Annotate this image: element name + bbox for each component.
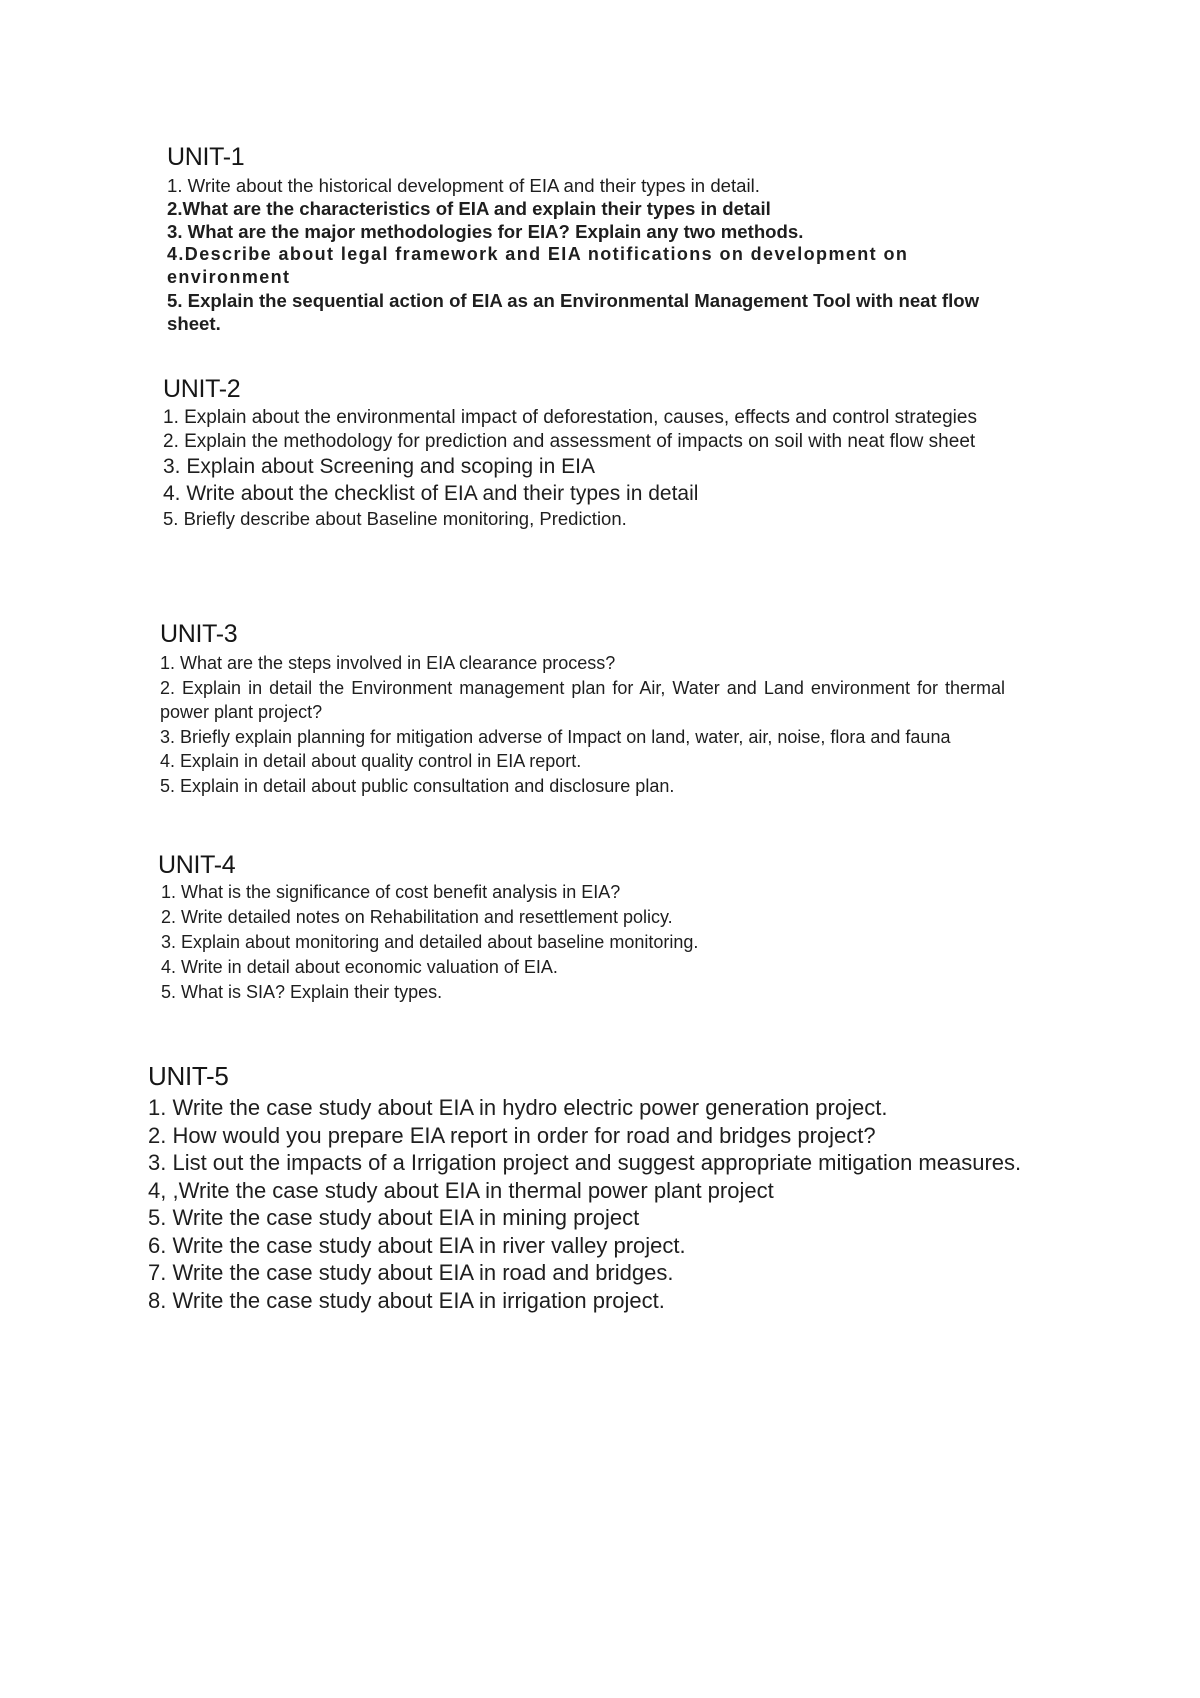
unit-4-question-3: 3. Explain about monitoring and detailed about baseline monitoring. [161, 932, 699, 952]
unit-5-question-6: 6. Write the case study about EIA in river valley project. [148, 1232, 686, 1258]
unit-5-question-1: 1. Write the case study about EIA in hydro electric power generation project. [148, 1095, 888, 1120]
unit-4-section [158, 851, 978, 1005]
unit-3-question-1: 1. What are the steps involved in EIA clearance process? [160, 653, 616, 673]
unit-1-question-1: 1. Write about the historical development of EIA and their types in detail. [167, 175, 760, 196]
unit-5-question-4: 4, ,Write the case study about EIA in thermal power plant project [148, 1177, 774, 1203]
unit-2-question-4: 4. Write about the checklist of EIA and their types in detail [163, 482, 699, 505]
unit-2-question-2: 2. Explain the methodology for prediction and assessment of impacts on soil with neat flow sheet [163, 430, 976, 452]
unit-1-title: UNIT-1 [167, 143, 245, 171]
unit-2-question-1: 1. Explain about the environmental impact of deforestation, causes, effects and control strategies [163, 407, 977, 428]
unit-5-question-5: 5. Write the case study about EIA in mining project [148, 1205, 640, 1230]
unit-1-question-2: 2.What are the characteristics of EIA and explain their types in detail [167, 198, 771, 219]
unit-3-question-4: 4. Explain in detail about quality control in EIA report. [160, 751, 582, 771]
unit-1-section [167, 143, 1037, 335]
unit-4-question-2: 2. Write detailed notes on Rehabilitation and resettlement policy. [161, 907, 673, 927]
unit-1-question-4: 4.Describe about legal framework and EIA notifications on development on environment [167, 244, 909, 287]
unit-5-question-2: 2. How would you prepare EIA report in order for road and bridges project? [148, 1122, 876, 1148]
unit-5-section [148, 1061, 1048, 1314]
unit-2-title: UNIT-2 [163, 375, 241, 403]
unit-2-section [163, 375, 1033, 531]
unit-5-question-3: 3. List out the impacts of a Irrigation project and suggest appropriate mitigation measures. [148, 1150, 1022, 1175]
unit-3-question-5: 5. Explain in detail about public consultation and disclosure plan. [160, 775, 675, 796]
unit-2-question-5: 5. Briefly describe about Baseline monitoring, Prediction. [163, 508, 627, 529]
unit-3-question-2: 2. Explain in detail the Environment management plan for Air, Water and Land environment for thermal power plant project? [160, 677, 1005, 722]
unit-1-question-3: 3. What are the major methodologies for EIA? Explain any two methods. [167, 221, 804, 242]
unit-4-title: UNIT-4 [158, 851, 236, 879]
unit-3-question-3: 3. Briefly explain planning for mitigation adverse of Impact on land, water, air, noise, flora and fauna [160, 726, 951, 747]
unit-5-title: UNIT-5 [148, 1061, 229, 1091]
unit-4-question-5: 5. What is SIA? Explain their types. [161, 982, 443, 1002]
unit-3-section [160, 620, 1005, 798]
unit-2-question-3: 3. Explain about Screening and scoping in EIA [163, 455, 595, 478]
unit-4-question-4: 4. Write in detail about economic valuation of EIA. [161, 957, 558, 977]
unit-4-question-1: 1. What is the significance of cost benefit analysis in EIA? [161, 882, 621, 902]
unit-5-question-7: 7. Write the case study about EIA in road and bridges. [148, 1260, 674, 1285]
unit-5-question-8: 8. Write the case study about EIA in irrigation project. [148, 1287, 665, 1313]
unit-1-question-5: 5. Explain the sequential action of EIA as an Environmental Management Tool with neat flow sheet. [167, 290, 980, 334]
unit-3-title: UNIT-3 [160, 620, 238, 648]
